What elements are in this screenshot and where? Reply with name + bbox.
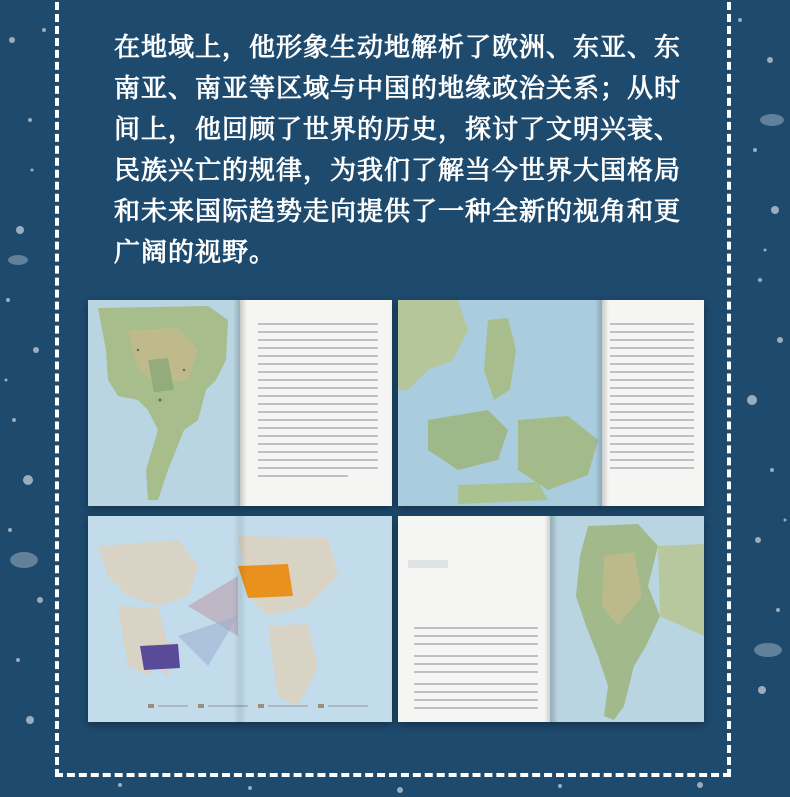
- headline-line-2: 南亚、南亚等区域与中国的地缘政治关系；从时: [114, 74, 682, 104]
- headline-line-3: 间上，他回顾了世界的历史，探讨了文明兴衰、: [114, 115, 682, 145]
- headline-line-6: 广阔的视野。: [114, 238, 277, 268]
- book-spread-southeast-asia: [398, 300, 704, 506]
- headline-line-4: 民族兴亡的规律，为我们了解当今世界大国格局: [114, 156, 682, 186]
- book-spread-world-map: [88, 516, 392, 722]
- book-spread-myanmar: [398, 516, 704, 722]
- headline-text: [114, 28, 694, 274]
- headline-line-5: 和未来国际趋势走向提供了一种全新的视角和更: [114, 197, 682, 227]
- headline-line-1: 在地域上，他形象生动地解析了欧洲、东亚、东: [114, 33, 682, 63]
- southeast-asia-map-image: [398, 300, 704, 506]
- book-spread-thailand: [88, 300, 392, 506]
